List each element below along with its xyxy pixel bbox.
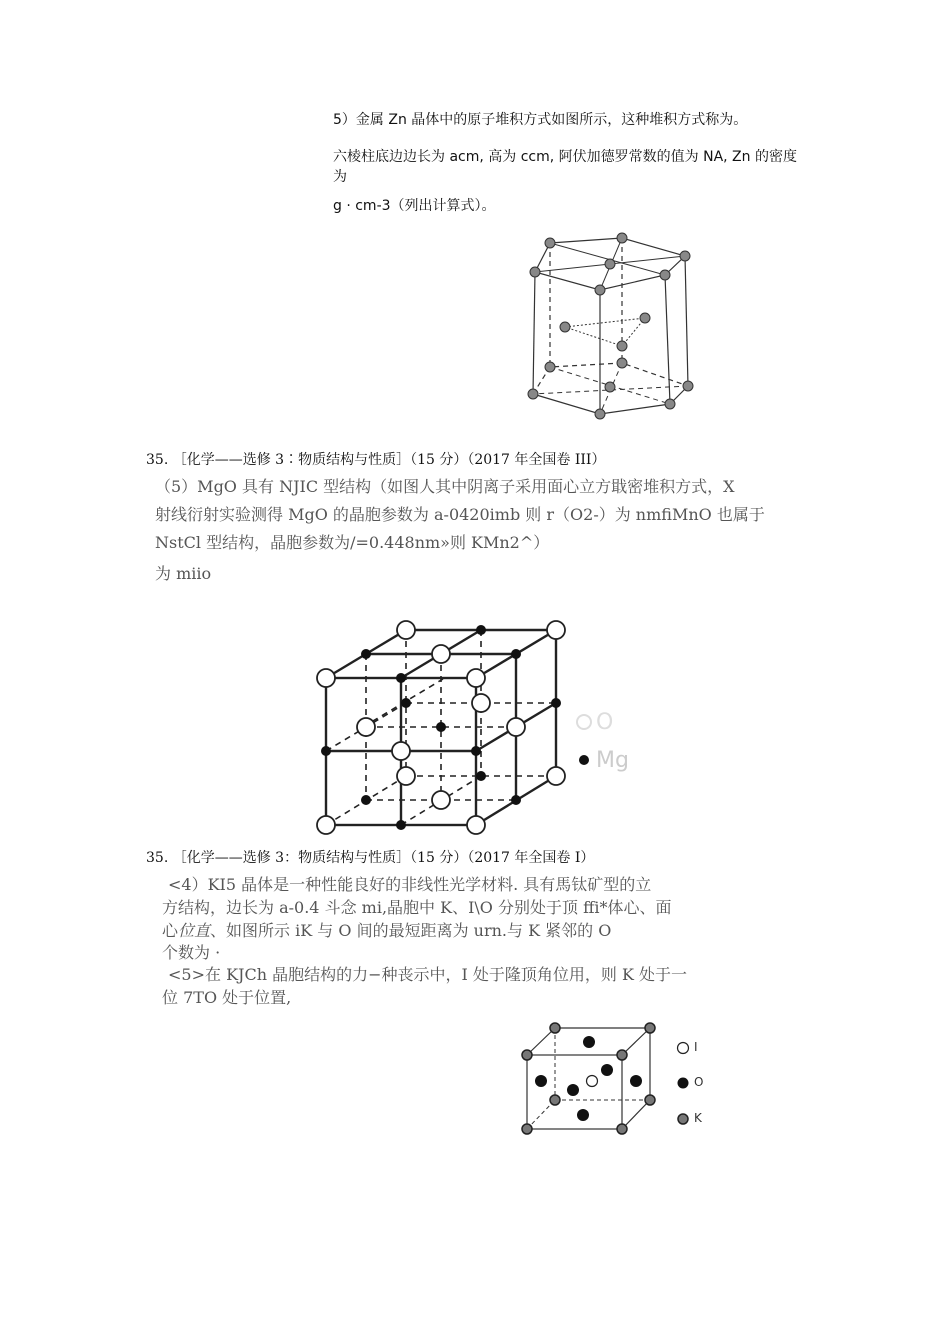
q2-header: 35. ［化学——选修 3：物质结构与性质］（15 分）（2017 年全国卷 I） — [146, 850, 595, 866]
zn-question-line2: 六棱柱底边边长为 acm, 高为 ccm, 阿伏加德罗常数的值为 NA, Zn 的密度为 — [333, 149, 797, 185]
q1-line4: 为 miio — [155, 564, 212, 583]
q2-line4: 个数为 · — [162, 943, 221, 962]
q2-line5: <5>在 KJCh 晶胞结构的力−种丧示中，I 处于隆顶角位用，则 K 处于一 — [168, 965, 688, 984]
q2-line3: 心位直、如图所示 iK 与 O 间的最短距离为 urn.与 K 紧邻的 O — [162, 921, 612, 940]
legend-k-label: K — [694, 1111, 702, 1125]
q2-line6: 位 7TO 处于位置, — [162, 988, 292, 1007]
q1-line3: NstCl 型结构，晶胞参数为/=0.448nm»则 KMn2^） — [155, 533, 550, 552]
q2-line1: <4）KI5 晶体是一种性能良好的非线性光学材料. 具有馬钛矿型的立 — [168, 875, 652, 894]
legend-o-label-2: O — [694, 1075, 704, 1089]
legend-i-label: I — [694, 1040, 698, 1054]
q1-line2: 射线衍射实验测得 MgO 的晶胞参数为 a-0420imb 则 r（O2-）为 nmfiMnO 也属于 — [155, 505, 765, 524]
zn-question-line1: 5）金属 Zn 晶体中的原子堆积方式如图所示，这种堆积方式称为。 — [333, 112, 748, 128]
legend-mg-label: Mg — [596, 748, 629, 773]
q1-line1: （5）MgO 具有 NJIC 型结构（如图人其中阴离子采用面心立方戢密堆积方式，X — [155, 477, 735, 496]
legend-o-label: O — [596, 710, 614, 735]
q1-header: 35. ［化学——选修 3∶物质结构与性质］（15 分）（2017 年全国卷 III） — [146, 452, 606, 468]
zn-question-line3: g · cm-3（列出计算式）。 — [333, 198, 496, 214]
q2-line2: 方结构，边长为 a-0.4 斗念 mi,晶胞中 K、I\O 分别处于顶 ffi*体心、面 — [162, 898, 672, 917]
